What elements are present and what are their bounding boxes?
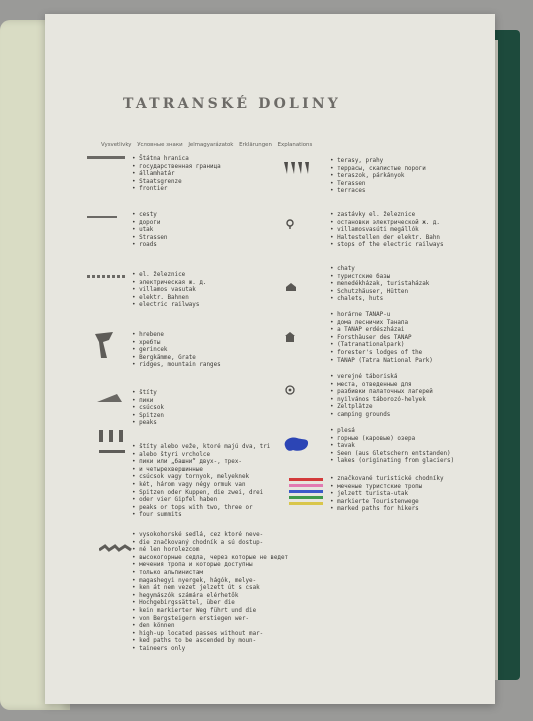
path-red-marker	[289, 478, 323, 481]
page-title: TATRANSKÉ DOLINY	[123, 96, 342, 112]
legend-heading-hu: Jelmagyarázatok	[188, 142, 234, 148]
peak-symbol-icon	[97, 388, 123, 398]
path-yellow-marker	[289, 502, 323, 505]
path-blue-marker	[289, 490, 323, 493]
ridge-symbol-icon	[93, 330, 115, 360]
camp-symbol-icon	[285, 380, 295, 390]
legend-entry-high-passes: • vysokohorské sedlá, cez ktoré neve- • die značkovaný chodník a sú dostup- • né len horolezcom • высокогорные седла, через которые не ведет • мечения тропа и которые доступны • только альпинистам • magashegyi nyergek, hágók, melye- • ken át nem vezet jelzett út s csak • hegymászók számára elérhetők • Hochgebirgssättel, über die • kein markierter Weg führt und die • von Bergsteigern erstiegen wer- • den können • high-up located passes without mar- • ked paths to be ascended by moun- • taineers only	[132, 532, 288, 654]
station-symbol-icon	[285, 214, 295, 224]
legend-entry-roads: • cesty • дороги • utak • Strassen • roads	[132, 212, 167, 250]
legend-entry-border: • Štátna hranica • государственная граница • államhatár • Staatsgrenze • frontier	[132, 156, 221, 194]
high-pass-symbol-icon	[99, 539, 133, 549]
legend-heading-ru: Условные знаки	[137, 142, 183, 148]
legend-entry-terraces: • terasy, prahy • террасы, скалистые пороги • teraszok, párkányok • Terassen • terraces	[330, 158, 426, 196]
legend-entry-peaks: • štíty • пики • csúcsok • Spitzen • peaks	[132, 390, 164, 428]
legend-entry-stops: • zastávky el. železnice • остановки электрической ж. д. • villamosvasúti megállók • Haltestellen der elektr. Bahn • stops of the electric railways	[330, 212, 444, 250]
book-page	[45, 14, 495, 704]
legend-entry-huts: • chaty • туристские базы • menedékházak, turistaházak • Schutzhäuser, Hütten • chalets, huts	[330, 266, 429, 304]
path-pink-marker	[289, 484, 323, 487]
legend-entry-camps: • verejné táboriská • места, отведенные для • разбивки палаточных лагерей • nyilvános táborozó-helyek • Zeltplätze • camping grounds	[330, 374, 433, 420]
legend-heading-sk: Vysvetlivky	[101, 142, 132, 148]
legend-heading-en: Explanations	[277, 142, 313, 148]
hut-symbol-icon	[285, 277, 297, 287]
path-green-marker	[289, 496, 323, 499]
terrace-symbol-icon	[283, 160, 311, 176]
legend-entry-lakes: • plesá • горные (каровые) озера • tavak • Seen (aus Gletschern entstanden) • lakes (originating from glaciers)	[330, 428, 454, 466]
lake-symbol-icon	[281, 434, 311, 454]
lodge-symbol-icon	[285, 327, 295, 337]
border-symbol-icon	[87, 156, 125, 159]
legend-entry-lodges: • horárne TANAP-u • дома лесничих Танапа • a TANAP erdészházai • Forsthäuser des TANAP • (Tatranationalpark) • forester's lodges of the • TANAP (Tatra National Park)	[330, 312, 433, 365]
railway-symbol-icon	[87, 275, 127, 278]
legend-entry-ridges: • hrebene • хребты • gerincek • Bergkämme, Grate • ridges, mountain ranges	[132, 332, 221, 370]
multi-summit-symbol-icon	[97, 426, 127, 466]
road-symbol-icon	[87, 216, 117, 218]
legend-entry-multi-summit: • štíty alebo veže, ktoré majú dva, tri • alebo štyri vrcholce • пики или „башни“ двух-, трех- • и четырехвершинные • csúcsok vagy tornyok, melyeknek • két, három vagy négy ormuk van • Spitzen oder Kuppen, die zwei, drei • oder vier Gipfel haben • peaks or tops with two, three or • four summits	[132, 444, 270, 520]
legend-entry-marked-paths: • značkované turistické chodníky • меченые туристские тропы • jelzett turista-utak • markierte Touristenwege • marked paths for hikers	[330, 476, 444, 514]
legend-heading	[101, 142, 316, 148]
legend-entry-railway: • el. železnice • электрическая ж. д. • villamos vasutak • elektr. Bahnen • electric railways	[132, 272, 206, 310]
legend-heading-de: Erklärungen	[239, 142, 272, 148]
